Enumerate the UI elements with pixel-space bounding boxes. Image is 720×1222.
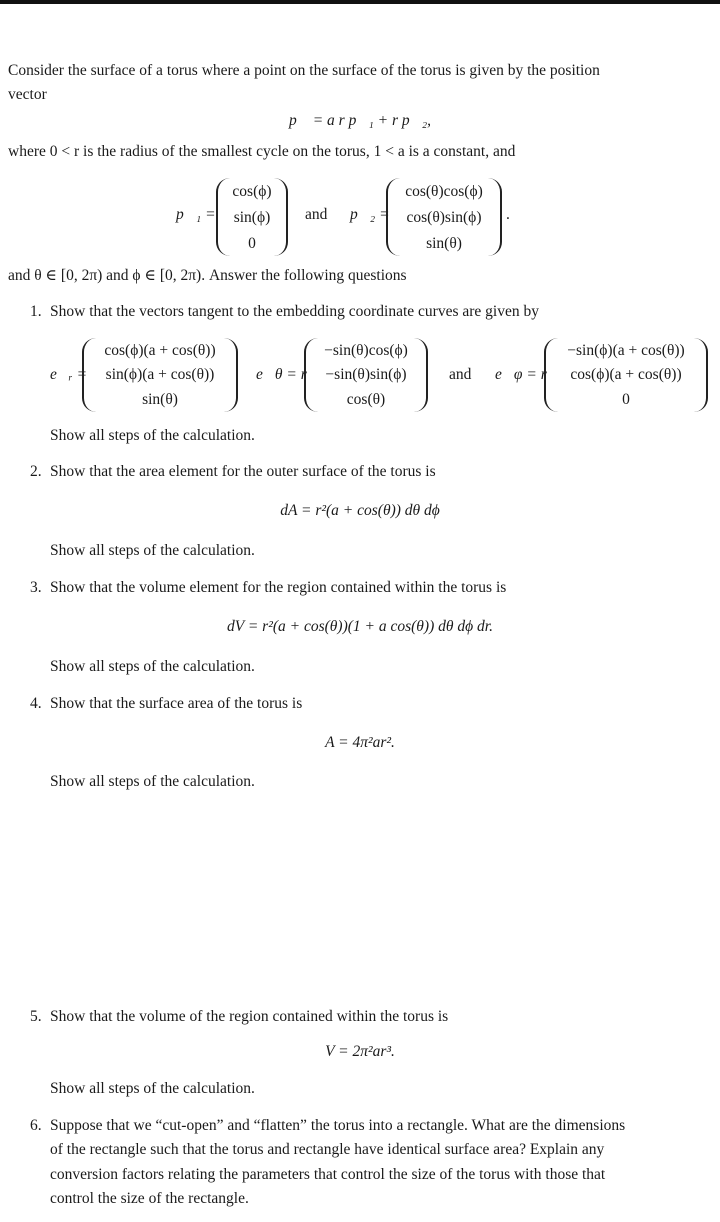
q5-text: Show that the volume of the region contained within the torus is [50,1008,449,1025]
q2-number: 2. [30,463,42,480]
p2-row-3: sin(θ) [426,234,462,252]
q3-steps: Show all steps of the calculation. [50,658,255,675]
q5-steps: Show all steps of the calculation. [50,1080,255,1097]
q6-number: 6. [30,1117,42,1134]
intro-line-2: vector [8,86,47,103]
where-line: where 0 < r is the radius of the smallest cycle on the torus, 1 < a is a constant, and [8,143,516,160]
q4-number: 4. [30,695,42,712]
p1-row-2: sin(ϕ) [233,208,271,226]
q3-number: 3. [30,579,42,596]
etheta-row-1: −sin(θ)cos(ϕ) [324,341,408,359]
ephi-row-2: cos(ϕ)(a + cos(θ)) [570,366,682,384]
er-label: e⃗ᵣ = [50,366,88,383]
etheta-vector [304,338,428,412]
q3-equation: dV = r²(a + cos(θ))(1 + a cos(θ)) dθ dϕ dr. [227,618,493,635]
er-row-3: sin(θ) [142,391,178,409]
ephi-label: e⃗φ = r [495,366,547,383]
q2-text: Show that the area element for the outer surface of the torus is [50,463,436,480]
q6-line-1: Suppose that we “cut-open” and “flatten” the torus into a rectangle. What are the dimensions [50,1117,626,1134]
p2-vector [386,178,502,256]
range-line: and θ ∈ [0, 2π) and ϕ ∈ [0, 2π). Answer the following questions [8,267,407,284]
p2-period: . [506,206,510,223]
intro-line-1: Consider the surface of a torus where a point on the surface of the torus is given by the position [8,62,600,79]
er-row-1: cos(ϕ)(a + cos(θ)) [104,341,216,359]
q4-equation: A = 4π²ar². [325,734,395,751]
top-border [0,0,720,4]
q3-text: Show that the volume element for the region contained within the torus is [50,579,507,596]
p1-vector [216,178,288,256]
and-word-p: and [305,206,328,223]
q6-line-4: control the size of the rectangle. [50,1190,249,1207]
ephi-vector [544,338,708,412]
q1-steps: Show all steps of the calculation. [50,427,255,444]
q1-number: 1. [30,303,42,320]
er-row-2: sin(ϕ)(a + cos(θ)) [105,366,215,384]
p1-label: p⃗₁ = [176,206,216,223]
q2-steps: Show all steps of the calculation. [50,542,255,559]
er-vector [82,338,238,412]
q5-number: 5. [30,1008,42,1025]
p2-row-1: cos(θ)cos(ϕ) [405,182,483,200]
p2-label: p⃗₂ = [350,206,390,223]
q1-text: Show that the vectors tangent to the embedding coordinate curves are given by [50,303,539,320]
q6-line-2: of the rectangle such that the torus and rectangle have identical surface area? Explain any [50,1141,605,1158]
q2-equation: dA = r²(a + cos(θ)) dθ dϕ [280,502,440,519]
q4-text: Show that the surface area of the torus is [50,695,303,712]
ephi-row-1: −sin(ϕ)(a + cos(θ)) [567,341,685,359]
p2-row-2: cos(θ)sin(ϕ) [406,208,482,226]
p1-row-3: 0 [248,234,256,252]
etheta-label: e⃗θ = r [256,366,307,383]
and-word-e: and [449,366,472,383]
ephi-row-3: 0 [622,391,630,409]
etheta-row-2: −sin(θ)sin(ϕ) [325,366,407,384]
q6-line-3: conversion factors relating the parameters that control the size of the torus with those that [50,1166,606,1183]
q5-equation: V = 2π²ar³. [325,1043,395,1060]
q4-steps: Show all steps of the calculation. [50,773,255,790]
p1-row-1: cos(ϕ) [232,182,272,200]
etheta-row-3: cos(θ) [346,391,386,409]
position-vector-equation: p⃗ = a r p⃗₁ + r p⃗₂, [289,112,431,129]
